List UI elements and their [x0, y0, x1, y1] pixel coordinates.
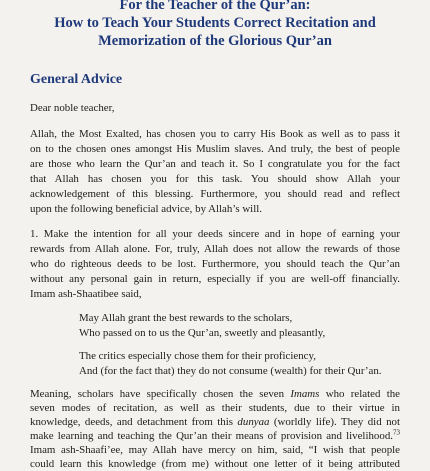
point-line: rewards from Allah alone. For, truly, Allah does not allow the rewards of those — [30, 243, 400, 255]
document-title-line-2: How to Teach Your Students Correct Recitation and — [54, 15, 376, 31]
meaning-line: make learning and teaching the Qur’an their means of provision and livelihood.$^{73}$ — [30, 428, 400, 442]
point-line: Imam ash-Shaatibee said, — [30, 288, 142, 300]
meaning-line: seven modes of recitation, as well as their students, due to their virtue in — [30, 402, 400, 414]
salutation: Dear noble teacher, — [30, 102, 115, 114]
section-heading: General Advice — [30, 72, 123, 87]
paragraph-line: upon the following beneficial advice, by Allah’s will. — [30, 203, 262, 215]
poem-verse: May Allah grant the best rewards to the scholars, — [79, 312, 293, 324]
poem-verse: And (for the fact that) they do not consume (wealth) for their Qur’an. — [79, 365, 382, 377]
poem-verse: The critics especially chose them for their proficiency, — [79, 350, 316, 362]
point-line: without any personal gain in return, especially if you are well-off financially. — [30, 273, 400, 285]
meaning-line: Imam ash-Shaafi’ee, may Allah have mercy on him, said, “I wish that people — [30, 444, 400, 456]
document-title-line-1: For the Teacher of the Qur’an: — [119, 0, 311, 13]
meaning-line: Meaning, scholars have specifically chosen the seven Imams who related the — [30, 388, 401, 400]
paragraph-line: that Allah has chosen you for this task. You should show Allah your — [30, 173, 400, 185]
paragraph-line: Allah, the Most Exalted, has chosen you to carry His Book as well as to pass it — [30, 128, 400, 140]
paragraph-line: acknowledgement of this blessing. Furthermore, you should read and reflect — [30, 188, 400, 200]
paragraph-line: are those who learn the Qur’an and teach it. So I congratulate you for the fact — [30, 158, 400, 170]
point-line: who do righteous deeds to be lost. Furthermore, you should teach the Qur’an — [30, 258, 400, 270]
meaning-line: knowledge, deeds, and detachment from this dunyaa (worldly life). They did not — [30, 416, 401, 428]
meaning-line: could learn this knowledge (from me) without one letter of it being attributed — [30, 458, 400, 470]
poem-verse: Who passed on to us the Qur’an, sweetly and pleasantly, — [79, 327, 326, 339]
point-line: 1. Make the intention for all your deeds sincere and in hope of earning your — [30, 228, 400, 240]
paragraph-line: on to the chosen ones amongst His Muslim slaves. And truly, the best of people — [30, 143, 400, 155]
footnote-marker[interactable]: 73 — [393, 428, 400, 437]
document-title-line-3: Memorization of the Glorious Qur’an — [98, 33, 332, 49]
